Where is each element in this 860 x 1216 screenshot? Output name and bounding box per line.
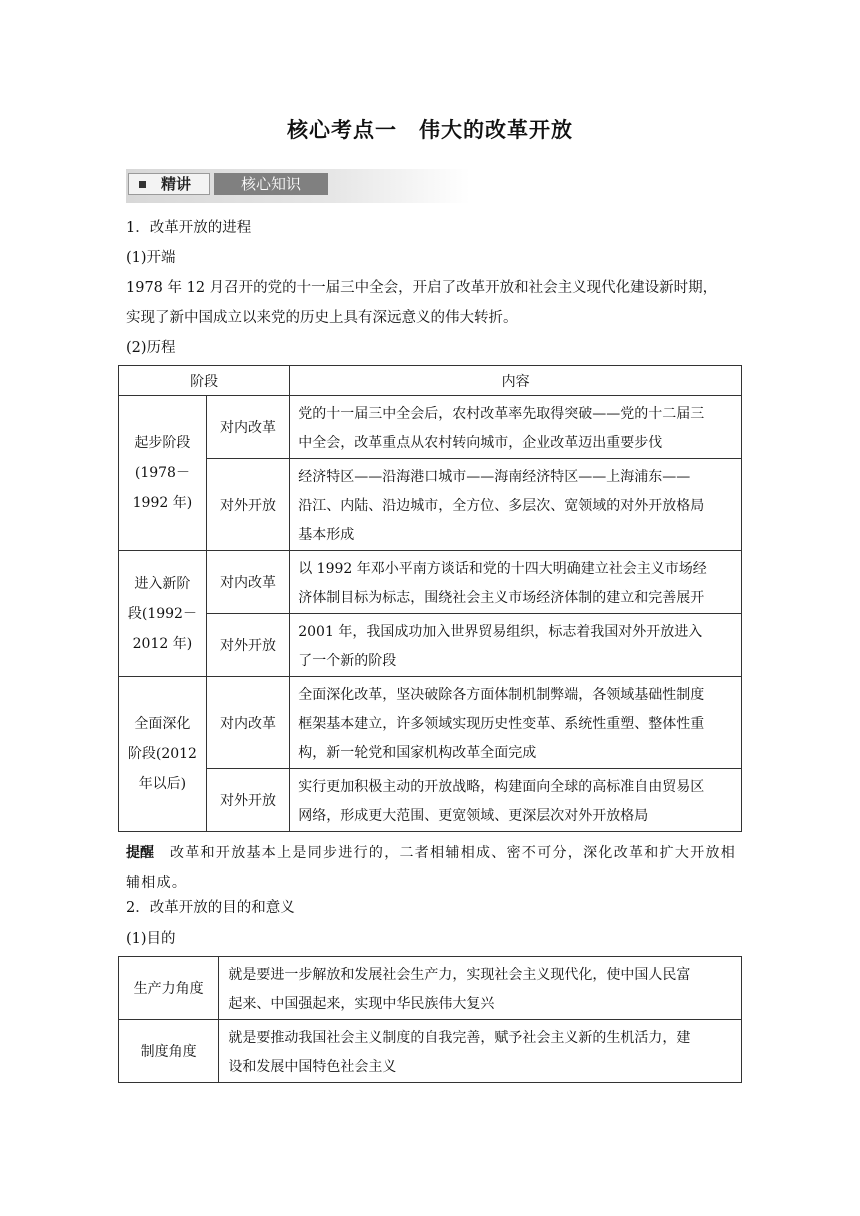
row-label: 生产力角度 xyxy=(119,957,219,1020)
row-content: 就是要推动我国社会主义制度的自我完善，赋予社会主义新的生机活力，建 设和发展中国特色社会主义 xyxy=(219,1020,742,1083)
stage-name: 全面深化 阶段(2012 年以后) xyxy=(119,677,207,832)
page-title: 核心考点一 伟大的改革开放 xyxy=(287,118,573,142)
section1-para-line2: 实现了新中国成立以来党的历史上具有深远意义的伟大转折。 xyxy=(126,310,518,326)
table-row xyxy=(119,677,742,769)
row-type: 对外开放 xyxy=(206,769,289,832)
table-header-row xyxy=(119,366,742,396)
row-type: 对内改革 xyxy=(206,396,289,459)
row-type: 对内改革 xyxy=(206,551,289,614)
banner-tag-jingjiang xyxy=(128,173,210,195)
table-row xyxy=(119,769,742,832)
section1-heading: 1．改革开放的进程 xyxy=(126,220,252,236)
section-banner xyxy=(126,169,470,203)
table-row xyxy=(119,614,742,677)
purpose-table xyxy=(118,956,742,1083)
tip-note xyxy=(126,838,746,898)
banner-tag-core-knowledge: 核心知识 xyxy=(214,173,328,195)
reform-history-table xyxy=(118,365,742,832)
table-row xyxy=(119,459,742,551)
section1-para-line1: 1978 年 12 月召开的党的十一届三中全会，开启了改革开放和社会主义现代化建设新时期， xyxy=(126,280,718,296)
row-content: 就是要进一步解放和发展社会生产力，实现社会主义现代化，使中国人民富 起来、中国强起来，实现中华民族伟大复兴 xyxy=(219,957,742,1020)
row-type: 对内改革 xyxy=(206,677,289,769)
header-stage: 阶段 xyxy=(119,366,290,396)
row-content: 全面深化改革，坚决破除各方面体制机制弊端，各领域基础性制度 框架基本建立，许多领域实现历史性变革、系统性重塑、整体性重 构，新一轮党和国家机构改革全面完成 xyxy=(290,677,742,769)
row-content: 2001 年，我国成功加入世界贸易组织，标志着我国对外开放进入 了一个新的阶段 xyxy=(290,614,742,677)
row-content: 党的十一届三中全会后，农村改革率先取得突破——党的十二届三 中全会，改革重点从农村转向城市，企业改革迈出重要步伐 xyxy=(290,396,742,459)
row-type: 对外开放 xyxy=(206,614,289,677)
square-bullet-icon xyxy=(139,181,146,188)
row-content: 实行更加积极主动的开放战略，构建面向全球的高标准自由贸易区 网络，形成更大范围、更宽领域、更深层次对外开放格局 xyxy=(290,769,742,832)
banner-label-1: 精讲 xyxy=(161,175,192,193)
tip-label: 提醒 xyxy=(126,845,154,861)
table-row xyxy=(119,1020,742,1083)
table-row xyxy=(119,396,742,459)
stage-name: 起步阶段 (1978－ 1992 年) xyxy=(119,396,207,551)
table-row xyxy=(119,957,742,1020)
row-content: 以 1992 年邓小平南方谈话和党的十四大明确建立社会主义市场经 济体制目标为标志，围绕社会主义市场经济体制的建立和完善展开 xyxy=(290,551,742,614)
row-type: 对外开放 xyxy=(206,459,289,551)
stage-name: 进入新阶 段(1992－ 2012 年) xyxy=(119,551,207,677)
section1-sub2: (2)历程 xyxy=(126,340,176,356)
row-content: 经济特区——沿海港口城市——海南经济特区——上海浦东—— 沿江、内陆、沿边城市，全方位、多层次、宽领域的对外开放格局 基本形成 xyxy=(290,459,742,551)
table-row xyxy=(119,551,742,614)
row-label: 制度角度 xyxy=(119,1020,219,1083)
section2-sub1: (1)目的 xyxy=(126,931,176,947)
section1-sub1: (1)开端 xyxy=(126,250,176,266)
tip-text: 改革和开放基本上是同步进行的，二者相辅相成、密不可分，深化改革和扩大开放相辅相成。 xyxy=(126,845,737,891)
section2-heading: 2．改革开放的目的和意义 xyxy=(126,900,295,916)
header-content: 内容 xyxy=(290,366,742,396)
